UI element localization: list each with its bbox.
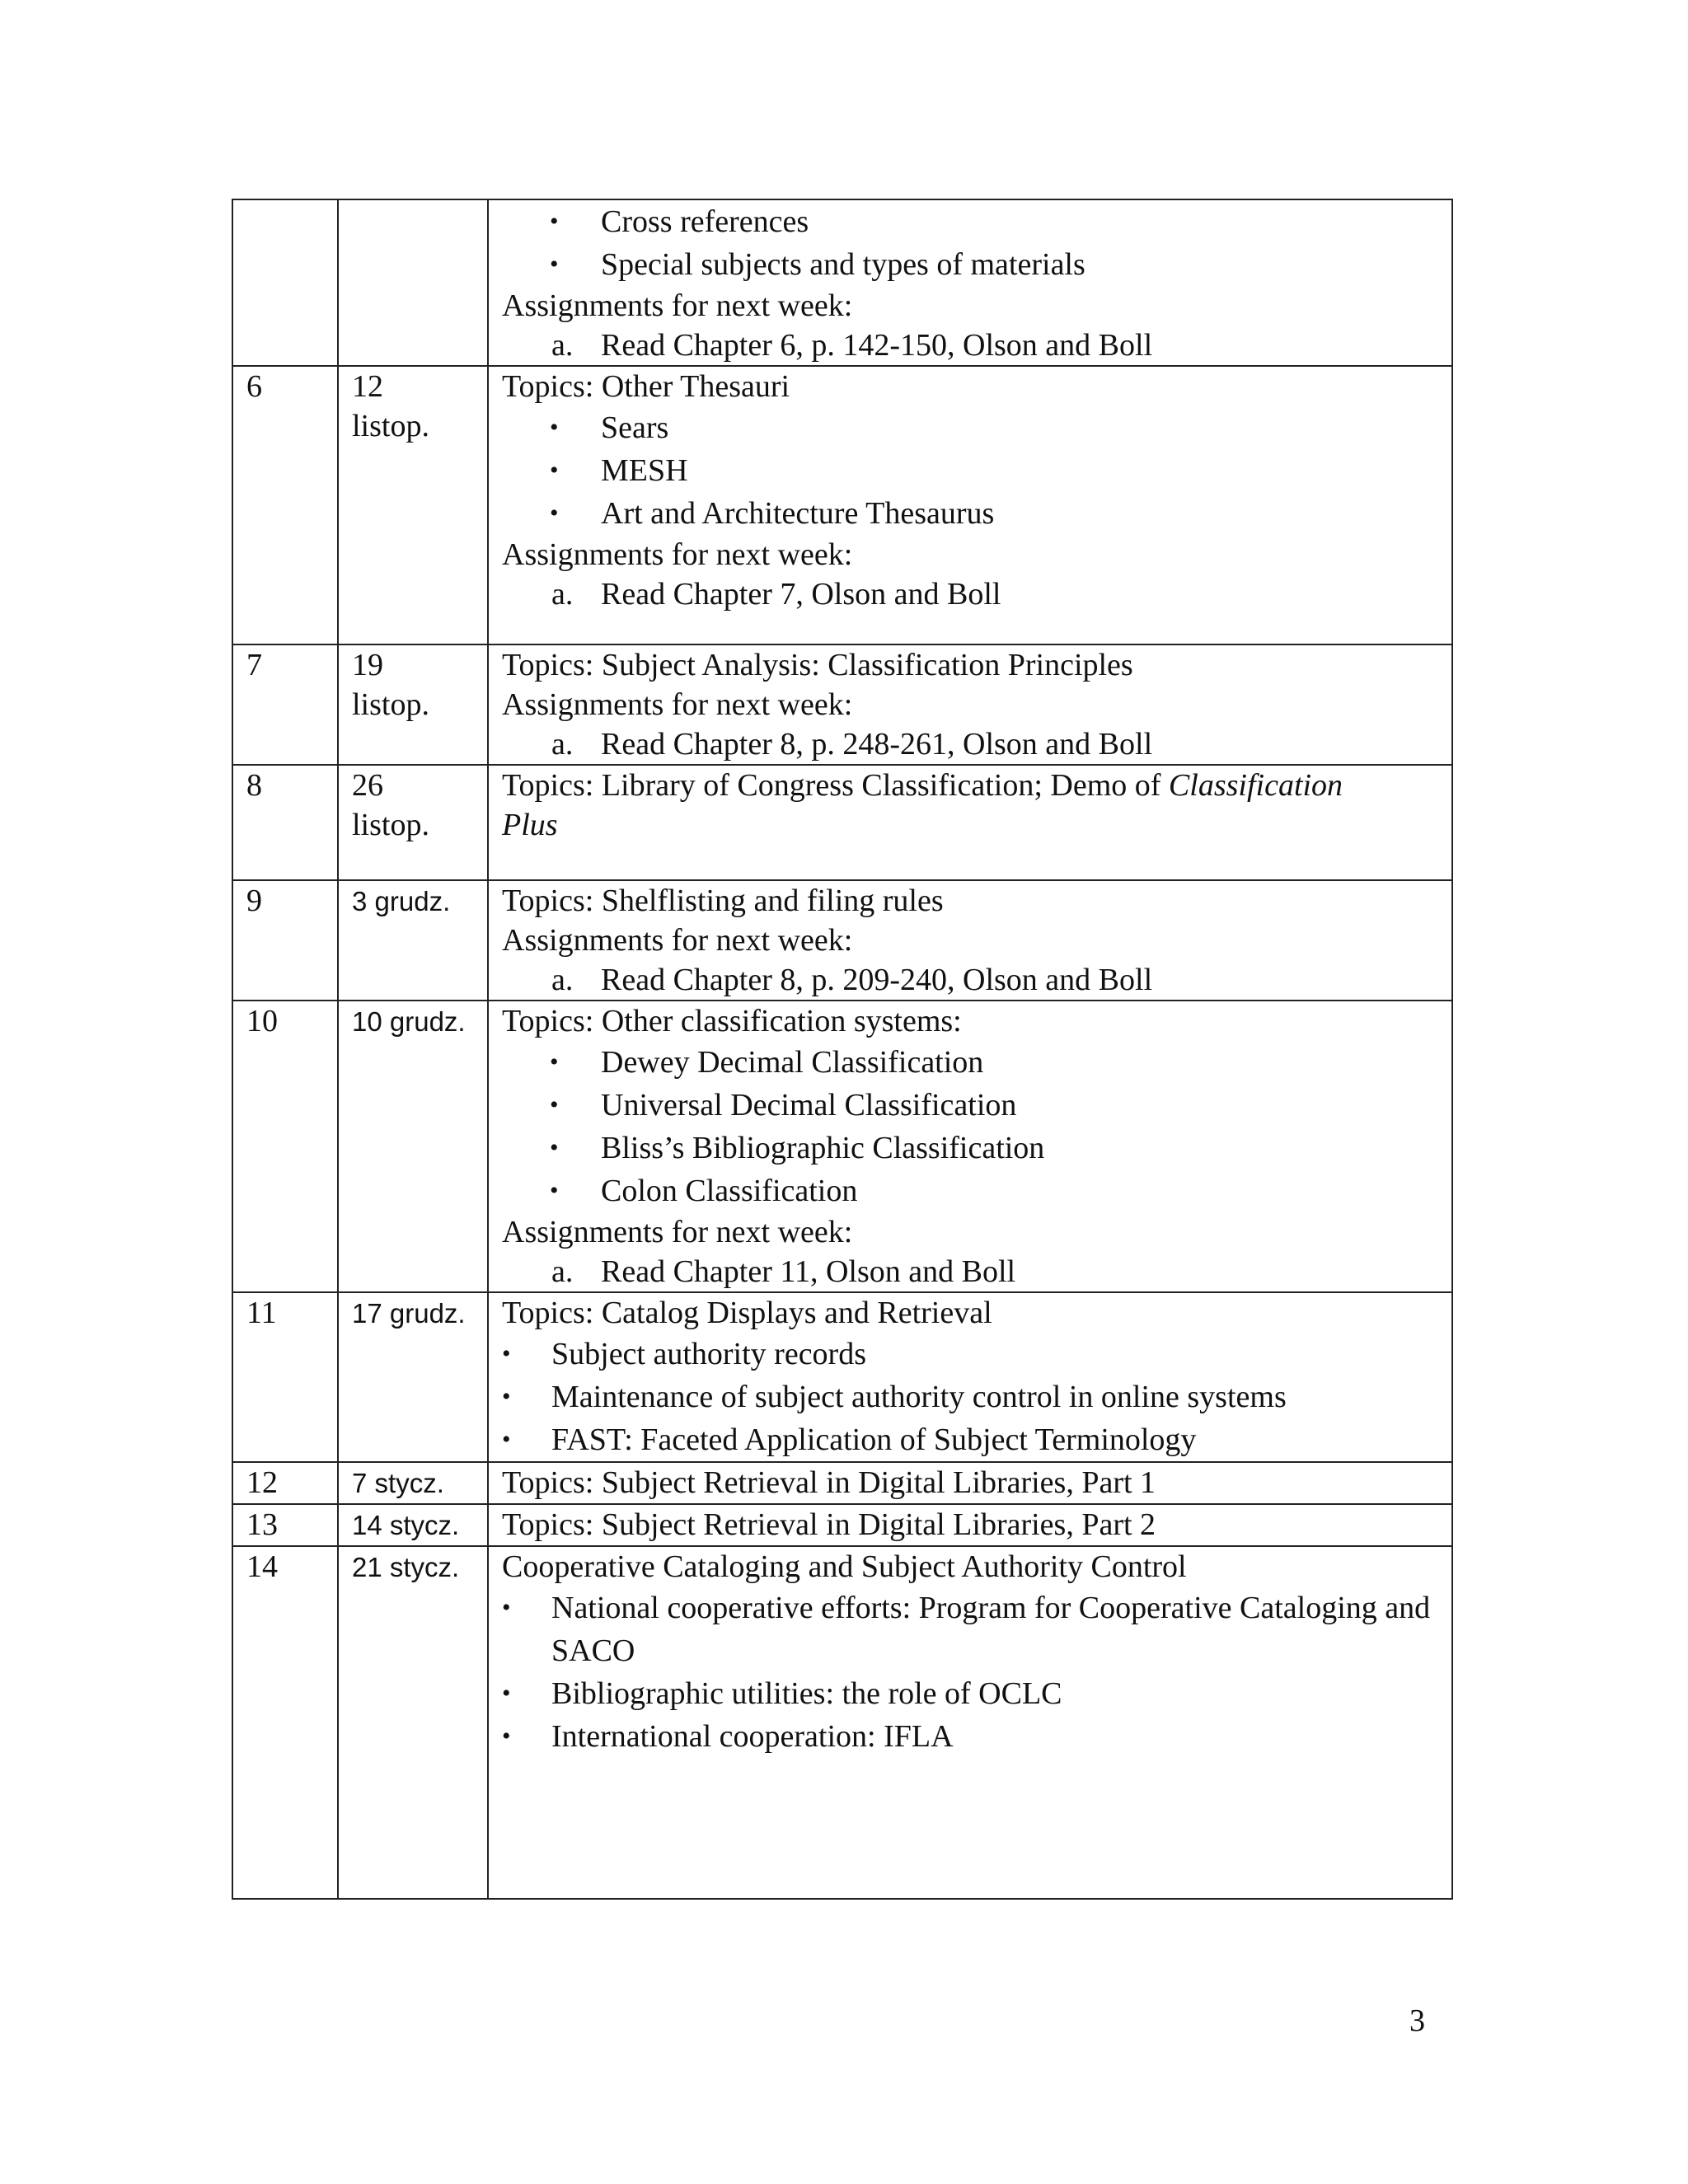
date-cell: 19 listop. [338, 644, 488, 765]
topic-title: Topics: Other Thesauri [502, 369, 790, 404]
bullet-icon: • [550, 414, 559, 441]
date-cell: 17 grudz. [338, 1292, 488, 1462]
list-item: • Universal Decimal Classification [502, 1084, 1438, 1127]
bullet-icon: • [550, 1177, 559, 1204]
list-item: • Special subjects and types of materials [502, 243, 1438, 286]
topics-cell [488, 1546, 1452, 1899]
topics-cell [488, 1001, 1452, 1292]
table-row [232, 199, 1452, 366]
table-row [232, 644, 1452, 765]
topic-title: Topics: Catalog Displays and Retrieval [502, 1296, 992, 1330]
list-item: • MESH [502, 449, 1438, 492]
bullet-icon: • [502, 1340, 511, 1367]
date-cell: 21 stycz. [338, 1546, 488, 1899]
table-row [232, 1504, 1452, 1546]
list-item: • Maintenance of subject authority control in online systems [502, 1376, 1438, 1418]
topics-cell [488, 765, 1452, 880]
topics-cell [488, 880, 1452, 1001]
topic-title: Topics: Subject Analysis: Classification Principles [502, 648, 1133, 682]
bullet-icon: • [550, 251, 559, 278]
page-number: 3 [1409, 2004, 1425, 2038]
week-cell: 8 [232, 765, 338, 880]
bullet-icon: • [550, 1048, 559, 1076]
list-item: • Dewey Decimal Classification [502, 1041, 1438, 1084]
bullet-icon: • [550, 1091, 559, 1118]
list-item: • Bliss’s Bibliographic Classification [502, 1127, 1438, 1169]
week-cell: 13 [232, 1504, 338, 1546]
table-row [232, 1001, 1452, 1292]
assignments-heading: Assignments for next week: [502, 537, 853, 572]
bullet-icon: • [550, 499, 559, 527]
week-cell: 11 [232, 1292, 338, 1462]
topic-title: Cooperative Cataloging and Subject Authority Control [502, 1549, 1187, 1584]
table-row [232, 880, 1452, 1001]
topics-cell [488, 199, 1452, 366]
list-item: • Subject authority records [502, 1333, 1438, 1376]
topics-cell [488, 366, 1452, 644]
week-cell: 9 [232, 880, 338, 1001]
list-item: • Art and Architecture Thesaurus [502, 492, 1438, 535]
list-item: • FAST: Faceted Application of Subject Terminology [502, 1418, 1438, 1461]
bullet-icon: • [550, 1134, 559, 1161]
bullet-icon: • [550, 208, 559, 235]
table-row [232, 1546, 1452, 1899]
table-row [232, 1292, 1452, 1462]
week-cell: 7 [232, 644, 338, 765]
assignments-heading: Assignments for next week: [502, 923, 853, 958]
date-cell: 26 listop. [338, 765, 488, 880]
topics-cell [488, 1292, 1452, 1462]
assignment-item: a. Read Chapter 8, p. 248-261, Olson and Boll [551, 727, 1153, 762]
table-row [232, 366, 1452, 644]
list-item: • National cooperative efforts: Program for Cooperative Cataloging and SACO [502, 1586, 1438, 1672]
bullet-icon: • [502, 1594, 511, 1621]
list-item: • Cross references [502, 200, 1438, 243]
topics-cell [488, 644, 1452, 765]
topics-cell: Topics: Subject Retrieval in Digital Libraries, Part 2 [488, 1504, 1452, 1546]
assignments-heading: Assignments for next week: [502, 687, 853, 722]
date-cell: 7 stycz. [338, 1462, 488, 1504]
date-cell: 14 stycz. [338, 1504, 488, 1546]
list-item: • Sears [502, 406, 1438, 449]
list-item: • Bibliographic utilities: the role of OCLC [502, 1672, 1438, 1715]
date-cell: 12 listop. [338, 366, 488, 644]
topics-cell: Topics: Subject Retrieval in Digital Libraries, Part 1 [488, 1462, 1452, 1504]
date-cell: 3 grudz. [338, 880, 488, 1001]
assignments-heading: Assignments for next week: [502, 288, 853, 323]
week-cell: 14 [232, 1546, 338, 1899]
topic-title: Topics: Other classification systems: [502, 1004, 962, 1038]
list-item: • Colon Classification [502, 1169, 1438, 1212]
list-item: • International cooperation: IFLA [502, 1715, 1438, 1758]
topic-title-continued: Plus [502, 808, 558, 842]
assignment-item: a. Read Chapter 7, Olson and Boll [551, 577, 1001, 612]
topic-title: Topics: Library of Congress Classification; Demo of Classification [502, 768, 1343, 803]
assignment-item: a. Read Chapter 11, Olson and Boll [551, 1254, 1016, 1289]
course-schedule-table [232, 199, 1453, 1900]
date-cell: 10 grudz. [338, 1001, 488, 1292]
bullet-icon: • [502, 1722, 511, 1750]
assignment-item: a. Read Chapter 8, p. 209-240, Olson and Boll [551, 963, 1153, 997]
week-cell [232, 199, 338, 366]
date-cell [338, 199, 488, 366]
week-cell: 6 [232, 366, 338, 644]
topic-title: Topics: Shelflisting and filing rules [502, 883, 944, 918]
bullet-icon: • [502, 1426, 511, 1453]
table-row [232, 1462, 1452, 1504]
assignment-item: a. Read Chapter 6, p. 142-150, Olson and Boll [551, 328, 1153, 363]
bullet-icon: • [502, 1383, 511, 1410]
bullet-icon: • [502, 1680, 511, 1707]
bullet-icon: • [550, 457, 559, 484]
table-row [232, 765, 1452, 880]
assignments-heading: Assignments for next week: [502, 1215, 853, 1249]
week-cell: 10 [232, 1001, 338, 1292]
week-cell: 12 [232, 1462, 338, 1504]
